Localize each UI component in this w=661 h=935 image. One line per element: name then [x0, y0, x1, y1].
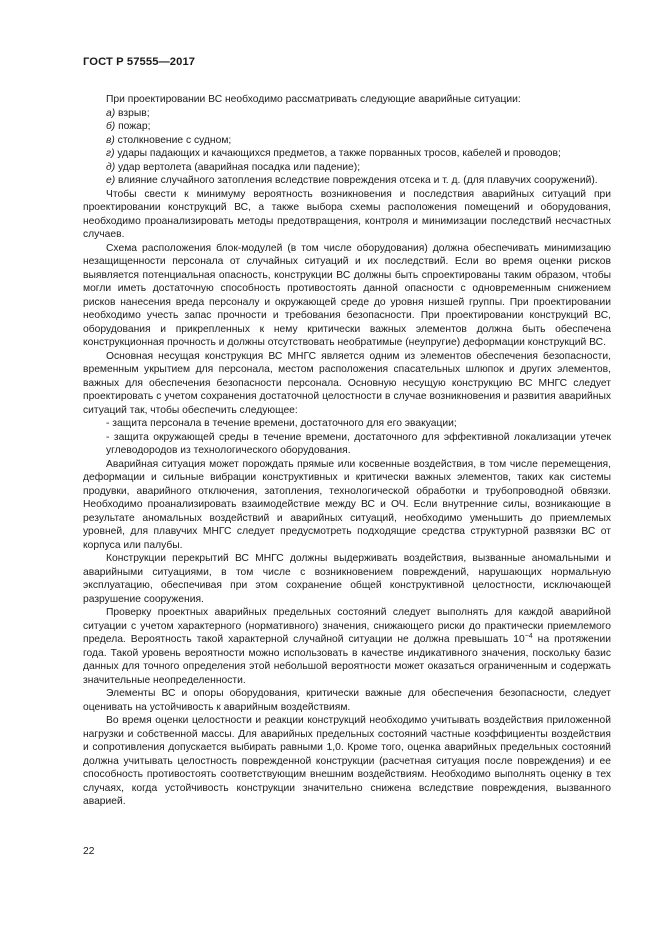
document-header: ГОСТ Р 57555—2017	[83, 56, 196, 68]
list-item-a: а) взрыв;	[106, 107, 150, 119]
list-item-e: д) удар вертолета (аварийная посадка или падение);	[106, 161, 361, 173]
paragraph-7: Элементы ВС и опоры оборудования, критически важные для обеспечения безопасности, следует оценивать на устойчивость к аварийным воздействиям.	[83, 688, 611, 713]
paragraph-3: Основная несущая конструкция ВС МНГС является одним из элементов обеспечения безопасности, временным укрытием для персонала, местом расположения спасательных шлюпок и других элементов, важных для обеспечения безопасности персонала. Основную несущую конструкцию ВС МНГС следует проектировать с учетом сохранения достаточной целостности в случае возникновения и развития аварийных ситуаций так, чтобы обеспечить следующее:	[83, 350, 611, 416]
paragraph-4: Аварийная ситуация может порождать прямые или косвенные воздействия, в том числе перемещения, деформации и сильные вибрации конструктивных и критически важных элементов, таких как системы продувки, аварийного отключения, затопления, технологической обработки и трубопроводной обвязки. Необходимо проанализировать взаимодействие между ВС и ОЧ. Если внутренние силы, возникающие в результате аномальных воздействий и аварийных ситуаций, необходимо уменьшить до приемлемых уровней, для плавучих МНГС следует предусмотреть подходящие средства структурной развязки ВС от корпуса или палубы.	[83, 458, 611, 551]
list-item-c: в) столкновение с судном;	[106, 134, 232, 146]
paragraph-5: Конструкции перекрытий ВС МНГС должны выдерживать воздействия, вызванные аномальными и аварийными ситуациями, в том числе с возникновением повреждений, нарушающих нормальную эксплуатацию, обеспечивая при этом сохранение общей конструктивной целостности, исключающей разрушение сооружения.	[83, 553, 611, 605]
list-marker: е)	[106, 175, 116, 186]
bullet-2: - защита окружающей среды в течение времени, достаточного для эффективной локализации утечек углеводородов из технологического оборудования.	[106, 431, 611, 456]
intro-paragraph: При проектировании ВС необходимо рассматривать следующие аварийные ситуации:	[106, 94, 521, 105]
list-marker: б)	[106, 121, 116, 132]
paragraph-1: Чтобы свести к минимуму вероятность возникновения и последствия аварийных ситуаций при проектировании конструкций ВС, а также выбора схемы расположения помещений и оборудования, необходимо проанализировать методы предотвращения, контроля и минимизации последствий несчастных случаев.	[83, 188, 611, 240]
list-marker: д)	[106, 161, 116, 173]
list-marker: а)	[106, 107, 116, 119]
paragraph-6: Проверку проектных аварийных предельных состояний следует выполнять для каждой аварийной ситуации с учетом характерного (нормативного) значения, снижающего риски до практически приемлемого предела. Вероятность такой характерной случайной ситуации не должна превышать $10^{-4}$ на протяжении года. Такой уровень вероятности можно использовать в качестве индикативного значения, поскольку базис данных для точного определения этой небольшой вероятности может оказаться ограниченным и содержать значительные неопределенности.	[83, 607, 611, 686]
list-item-f: е) влияние случайного затопления вследствие повреждения отсека и т. д. (для плавучих сооружений).	[106, 175, 598, 186]
page-number: 22	[83, 846, 95, 857]
paragraph-8: Во время оценки целостности и реакции конструкций необходимо учитывать воздействия приложенной нагрузки и собственной массы. Для аварийных предельных состояний частные коэффициенты воздействия и сопротивления допускается выбирать равными 1,0. Кроме того, оценка аварийных предельных состояний должна учитывать целостность поврежденной конструкции (расчетная ситуация после повреждения) и ее способность противостоять соответствующим внешним воздействиям. Необходимо выполнять оценку в тех случаях, когда устойчивость конструкции значительно снижена вследствие повреждения, вызванного аварией.	[83, 715, 611, 807]
list-marker: в)	[106, 134, 115, 146]
list-marker: г)	[106, 148, 115, 159]
list-item-d: г) удары падающих и качающихся предметов, а также порванных тросов, кабелей и проводов;	[106, 148, 561, 159]
document-body	[83, 93, 611, 809]
paragraph-2: Схема расположения блок-модулей (в том числе оборудования) должна обеспечивать минимизацию незащищенности персонала от случайных ситуаций и их последствий. Если во время оценки рисков выявляется потенциальная опасность, конструкции ВС должны быть спроектированы таким образом, чтобы могли иметь достаточную способность противостоять данной опасности с одновременным снижением рисков нанесения вреда персоналу и окружающей среде до уровня низшей группы. При проектировании необходимо учесть запас прочности и требования безопасности. При проектировании конструкций ВС, оборудования и прикрепленных к нему критически важных элементов должна быть обеспечена конструкционная прочность и должны отсутствовать необратимые (неупругие) деформации конструкций ВС.	[83, 242, 611, 348]
bullet-1: - защита персонала в течение времени, достаточного для его эвакуации;	[106, 418, 457, 429]
exponent: −4	[524, 633, 533, 640]
list-item-b: б) пожар;	[106, 121, 151, 132]
